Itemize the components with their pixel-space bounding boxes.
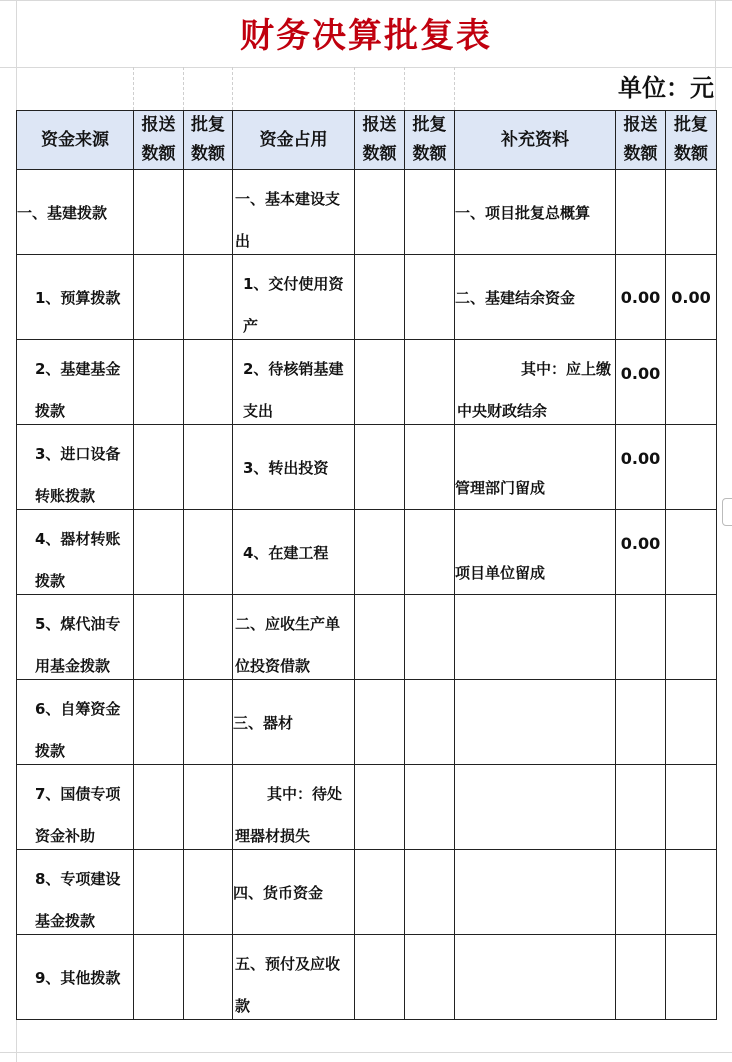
cell-approved[interactable]: [405, 680, 455, 765]
cell-use[interactable]: [233, 170, 355, 255]
cell-supplement[interactable]: [455, 765, 616, 850]
header-row: [17, 111, 717, 170]
cell-use[interactable]: [233, 935, 355, 1020]
cell-approved[interactable]: [184, 425, 233, 510]
header-approved[interactable]: 批复数额: [184, 111, 233, 170]
gridline: [0, 1052, 732, 1053]
cell-source[interactable]: [17, 510, 134, 595]
cell-text: 其中：应上缴中央财政结余: [457, 360, 612, 420]
cell-reported[interactable]: [616, 850, 666, 935]
cell-text: 3、进口设备转账拨款: [35, 445, 121, 505]
cell-approved[interactable]: [405, 425, 455, 510]
gridline: [133, 67, 134, 110]
cell-reported[interactable]: [134, 935, 184, 1020]
cell-supplement[interactable]: [455, 340, 616, 425]
cell-reported[interactable]: [355, 765, 405, 850]
cell-approved[interactable]: [666, 850, 717, 935]
cell-reported[interactable]: [134, 510, 184, 595]
cell-approved[interactable]: [184, 340, 233, 425]
cell-approved[interactable]: [405, 170, 455, 255]
cell-approved[interactable]: [666, 510, 717, 595]
gridline: [16, 1018, 17, 1062]
header-use[interactable]: 资金占用: [233, 111, 355, 170]
cell-approved[interactable]: [184, 850, 233, 935]
cell-supplement[interactable]: [455, 510, 616, 595]
cell-source[interactable]: [17, 680, 134, 765]
header-approved[interactable]: 批复数额: [405, 111, 455, 170]
cell-text: 其中：待处理器材损失: [235, 785, 343, 845]
table-row: [17, 340, 717, 425]
cell-approved[interactable]: [666, 680, 717, 765]
cell-reported[interactable]: [134, 425, 184, 510]
cell-reported[interactable]: [134, 765, 184, 850]
cell-reported[interactable]: [134, 850, 184, 935]
cell-value: [666, 170, 716, 254]
cell-value: 0.00: [671, 287, 711, 307]
header-supplement[interactable]: 补充资料: [455, 111, 616, 170]
cell-approved[interactable]: [666, 595, 717, 680]
unit-label: 单位：元: [618, 74, 714, 102]
cell-text: 一、基本建设支出: [235, 190, 341, 250]
cell-supplement[interactable]: [455, 170, 616, 255]
cell-text: 4、在建工程: [243, 543, 329, 562]
header-approved[interactable]: 批复数额: [666, 111, 717, 170]
cell-source[interactable]: [17, 595, 134, 680]
cell-approved[interactable]: [184, 765, 233, 850]
cell-text: 4、器材转账拨款: [35, 530, 121, 590]
cell-reported[interactable]: [355, 425, 405, 510]
cell-approved[interactable]: [405, 510, 455, 595]
cell-text: 1、预算拨款: [35, 288, 121, 307]
cell-source[interactable]: [17, 425, 134, 510]
cell-approved[interactable]: [184, 170, 233, 255]
cell-use[interactable]: [233, 595, 355, 680]
cell-text: 1、交付使用资产: [243, 275, 344, 335]
cell-text: 五、预付及应收款: [235, 955, 341, 1015]
cell-approved[interactable]: [405, 850, 455, 935]
side-panel-handle[interactable]: [722, 498, 732, 526]
cell-reported[interactable]: [355, 850, 405, 935]
cell-value: [616, 170, 665, 254]
page-title: 财务决算批复表: [240, 16, 492, 56]
gridline: [183, 67, 184, 110]
table-row: [17, 765, 717, 850]
cell-reported[interactable]: [616, 595, 666, 680]
gridline: [404, 67, 405, 110]
cell-approved[interactable]: [405, 595, 455, 680]
cell-text: 2、基建基金拨款: [35, 360, 121, 420]
cell-text: 7、国债专项资金补助: [35, 785, 121, 845]
cell-text: 一、基建拨款: [17, 203, 108, 222]
cell-text: 6、自筹资金拨款: [35, 700, 121, 760]
cell-reported[interactable]: [134, 595, 184, 680]
cell-text: 8、专项建设基金拨款: [35, 870, 121, 930]
cell-reported[interactable]: [616, 170, 666, 255]
cell-approved[interactable]: [184, 680, 233, 765]
cell-text: 管理部门留成: [455, 479, 546, 497]
cell-approved[interactable]: [666, 340, 717, 425]
cell-reported[interactable]: [616, 255, 666, 340]
cell-supplement[interactable]: [455, 850, 616, 935]
gridline: [354, 67, 355, 110]
cell-source[interactable]: [17, 340, 134, 425]
cell-approved[interactable]: [666, 935, 717, 1020]
cell-reported[interactable]: [355, 680, 405, 765]
table-row: [17, 850, 717, 935]
cell-supplement[interactable]: [455, 680, 616, 765]
gridline: [232, 67, 233, 110]
cell-reported[interactable]: [355, 340, 405, 425]
cell-reported[interactable]: [355, 935, 405, 1020]
cell-approved[interactable]: [184, 510, 233, 595]
cell-reported[interactable]: [616, 935, 666, 1020]
cell-supplement[interactable]: [455, 935, 616, 1020]
cell-reported[interactable]: [134, 170, 184, 255]
cell-text: 项目单位留成: [455, 564, 546, 582]
cell-reported[interactable]: [616, 340, 666, 425]
cell-reported[interactable]: [134, 680, 184, 765]
cell-use[interactable]: [233, 425, 355, 510]
cell-value: 0.00: [620, 449, 661, 468]
table-row: [17, 425, 717, 510]
cell-approved[interactable]: [666, 425, 717, 510]
table-row: [17, 510, 717, 595]
cell-use[interactable]: [233, 850, 355, 935]
cell-value: 0.00: [620, 364, 661, 383]
cell-text: 四、货币资金: [233, 883, 324, 902]
cell-text: 二、基建结余资金: [455, 288, 576, 307]
cell-approved[interactable]: [184, 595, 233, 680]
cell-approved[interactable]: [666, 255, 717, 340]
cell-approved[interactable]: [405, 340, 455, 425]
table-row: [17, 595, 717, 680]
approval-table: [16, 110, 717, 1020]
cell-approved[interactable]: [666, 765, 717, 850]
cell-supplement[interactable]: [455, 255, 616, 340]
cell-approved[interactable]: [184, 255, 233, 340]
header-source[interactable]: 资金来源: [17, 111, 134, 170]
gridline: [0, 0, 732, 1]
header-reported[interactable]: 报送数额: [355, 111, 405, 170]
cell-text: 5、煤代油专用基金拨款: [35, 615, 121, 675]
header-reported[interactable]: 报送数额: [616, 111, 666, 170]
cell-reported[interactable]: [355, 255, 405, 340]
cell-reported[interactable]: [134, 255, 184, 340]
cell-approved[interactable]: [405, 935, 455, 1020]
table-row: [17, 255, 717, 340]
cell-use[interactable]: [233, 680, 355, 765]
table-row: [17, 680, 717, 765]
header-reported[interactable]: 报送数额: [134, 111, 184, 170]
cell-supplement[interactable]: [455, 425, 616, 510]
cell-text: 3、转出投资: [243, 458, 329, 477]
cell-reported[interactable]: [355, 170, 405, 255]
cell-use[interactable]: [233, 340, 355, 425]
cell-source[interactable]: [17, 255, 134, 340]
cell-source[interactable]: [17, 765, 134, 850]
cell-approved[interactable]: [405, 255, 455, 340]
cell-supplement[interactable]: [455, 595, 616, 680]
cell-use[interactable]: [233, 255, 355, 340]
cell-text: 三、器材: [233, 713, 294, 732]
cell-source[interactable]: [17, 170, 134, 255]
cell-approved[interactable]: [666, 170, 717, 255]
cell-reported[interactable]: [616, 425, 666, 510]
cell-approved[interactable]: [184, 935, 233, 1020]
gridline: [454, 67, 455, 110]
cell-reported[interactable]: [616, 510, 666, 595]
cell-reported[interactable]: [355, 510, 405, 595]
cell-use[interactable]: [233, 510, 355, 595]
cell-text: 2、待核销基建支出: [243, 360, 344, 420]
cell-approved[interactable]: [405, 765, 455, 850]
cell-value: 0.00: [620, 287, 661, 307]
cell-value: 0.00: [620, 534, 661, 553]
cell-text: 9、其他拨款: [35, 968, 121, 987]
cell-reported[interactable]: [134, 340, 184, 425]
cell-use[interactable]: [233, 765, 355, 850]
cell-source[interactable]: [17, 935, 134, 1020]
table-row: [17, 935, 717, 1020]
cell-text: 一、项目批复总概算: [455, 203, 591, 222]
cell-text: 二、应收生产单位投资借款: [235, 615, 341, 675]
cell-reported[interactable]: [616, 765, 666, 850]
table-row: [17, 170, 717, 255]
cell-source[interactable]: [17, 850, 134, 935]
cell-reported[interactable]: [616, 680, 666, 765]
cell-reported[interactable]: [355, 595, 405, 680]
